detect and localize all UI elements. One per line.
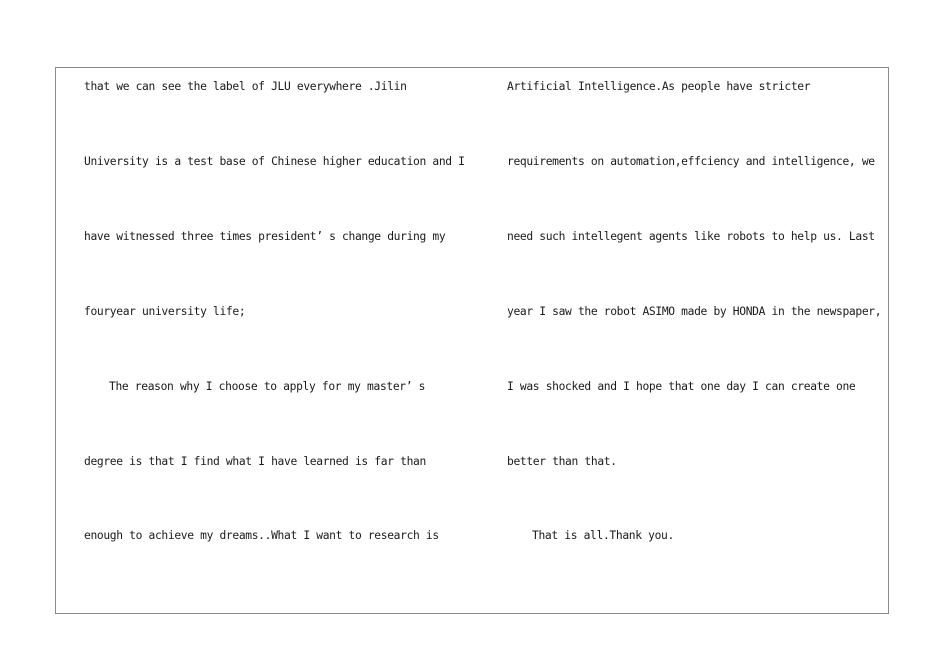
text-line: enough to achieve my dreams..What I want to research is (84, 529, 439, 542)
text-line: requirements on automation,effciency and intelligence, we (507, 155, 875, 168)
text-line: I was shocked and I hope that one day I can create one (507, 380, 856, 393)
text-line: Artificial Intelligence.As people have stricter (507, 80, 811, 93)
text-line: University is a test base of Chinese higher education and I (84, 155, 465, 168)
text-line: better than that. (507, 455, 617, 468)
text-line: need such intellegent agents like robots to help us. Last (507, 230, 875, 243)
paragraph-start-line: The reason why I choose to apply for my master’ s (109, 380, 426, 393)
text-line: fouryear university life; (84, 305, 246, 318)
text-line: that we can see the label of JLU everywhere .Jilin (84, 80, 407, 93)
right-column (507, 0, 882, 672)
closing-line: That is all.Thank you. (532, 529, 674, 542)
text-line: year I saw the robot ASIMO made by HONDA in the newspaper, (507, 305, 882, 318)
text-line: degree is that I find what I have learned is far than (84, 455, 426, 468)
left-column (84, 0, 484, 672)
text-line: have witnessed three times president’ s change during my (84, 230, 446, 243)
